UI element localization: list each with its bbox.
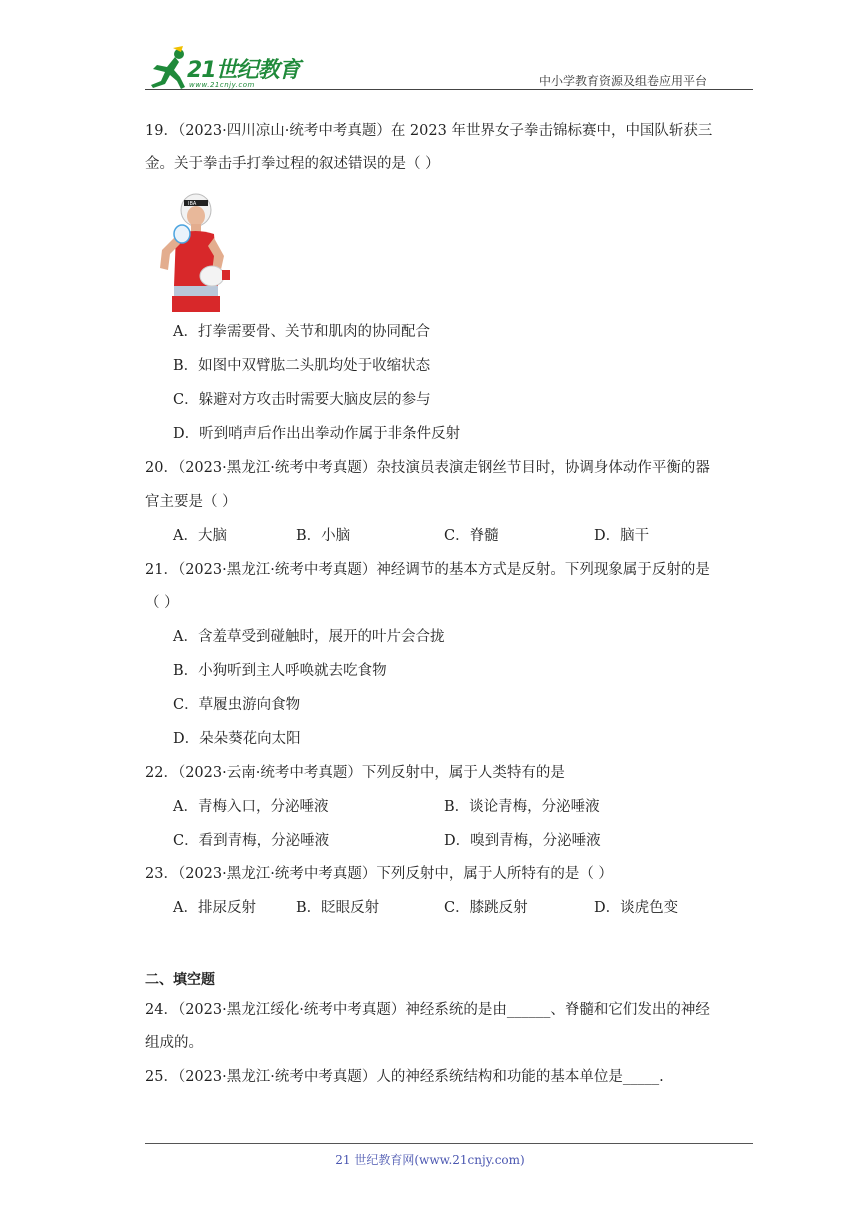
- q21-option-d[interactable]: D．朵朵葵花向太阳: [173, 731, 301, 747]
- q23-option-b[interactable]: B．眨眼反射: [296, 900, 380, 916]
- q23-option-a[interactable]: A．排尿反射: [173, 900, 256, 916]
- q21-option-b[interactable]: B．小狗听到主人呼唤就去吃食物: [173, 663, 387, 679]
- runner-logo-icon: [145, 45, 189, 90]
- q22-stem-line1: 22．（2023·云南·统考中考真题）下列反射中，属于人类特有的是: [145, 765, 565, 781]
- q19-option-b[interactable]: B．如图中双臂肱二头肌均处于收缩状态: [173, 358, 431, 374]
- q21-option-c[interactable]: C．草履虫游向食物: [173, 697, 301, 713]
- helmet-label: IBA: [188, 201, 197, 207]
- q23-stem-line1: 23．（2023·黑龙江·统考中考真题）下列反射中，属于人所特有的是（ ）: [145, 866, 613, 882]
- q19-option-d[interactable]: D．听到哨声后作出出拳动作属于非条件反射: [173, 426, 461, 442]
- q23-option-d[interactable]: D．谈虎色变: [594, 900, 679, 916]
- q20-stem-line2: 官主要是（ ）: [145, 494, 237, 510]
- q21-stem-line2: （ ）: [145, 595, 179, 611]
- q20-option-b[interactable]: B．小脑: [296, 528, 351, 544]
- q24-stem-line2: 组成的。: [145, 1035, 203, 1051]
- site-logo[interactable]: [145, 45, 315, 90]
- q22-option-d[interactable]: D．嗅到青梅，分泌唾液: [444, 833, 601, 849]
- page-header: [145, 40, 753, 92]
- q25-stem-line1: 25．（2023·黑龙江·统考中考真题）人的神经系统结构和功能的基本单位是_____.: [145, 1069, 664, 1085]
- q19-option-a[interactable]: A．打拳需要骨、关节和肌肉的协同配合: [173, 324, 430, 340]
- q22-option-c[interactable]: C．看到青梅，分泌唾液: [173, 833, 330, 849]
- q19-stem-line2: 金。关于拳击手打拳过程的叙述错误的是（ ）: [145, 156, 440, 172]
- q19-stem-line1: 19．（2023·四川凉山·统考中考真题）在 2023 年世界女子拳击锦标赛中，中国队斩获三: [145, 123, 713, 139]
- footer-divider: [145, 1143, 753, 1144]
- q21-stem-line1: 21．（2023·黑龙江·统考中考真题）神经调节的基本方式是反射。下列现象属于反射的是: [145, 562, 710, 578]
- q22-option-a[interactable]: A．青梅入口，分泌唾液: [173, 799, 329, 815]
- q20-option-a[interactable]: A．大脑: [173, 528, 227, 544]
- boxer-image: [150, 190, 245, 312]
- logo-text: 21世纪教育: [187, 58, 300, 83]
- q20-option-d[interactable]: D．脑干: [594, 528, 650, 544]
- logo-url: www.21cnjy.com: [189, 81, 255, 89]
- header-divider: [145, 89, 753, 90]
- q22-option-b[interactable]: B．谈论青梅，分泌唾液: [444, 799, 600, 815]
- q20-option-c[interactable]: C．脊髓: [444, 528, 499, 544]
- q19-option-c[interactable]: C．躲避对方攻击时需要大脑皮层的参与: [173, 392, 431, 408]
- q23-option-c[interactable]: C．膝跳反射: [444, 900, 528, 916]
- platform-title: 中小学教育资源及组卷应用平台: [538, 74, 707, 88]
- footer-link[interactable]: 21 世纪教育网(www.21cnjy.com): [335, 1153, 525, 1167]
- q24-stem-line1: 24．（2023·黑龙江绥化·统考中考真题）神经系统的是由______、脊髓和它们发出的神经: [145, 1002, 710, 1018]
- q21-option-a[interactable]: A．含羞草受到碰触时，展开的叶片会合拢: [173, 629, 445, 645]
- section-title-fill-in: 二、填空题: [145, 972, 215, 988]
- q20-stem-line1: 20．（2023·黑龙江·统考中考真题）杂技演员表演走钢丝节目时，协调身体动作平衡的器: [145, 460, 710, 476]
